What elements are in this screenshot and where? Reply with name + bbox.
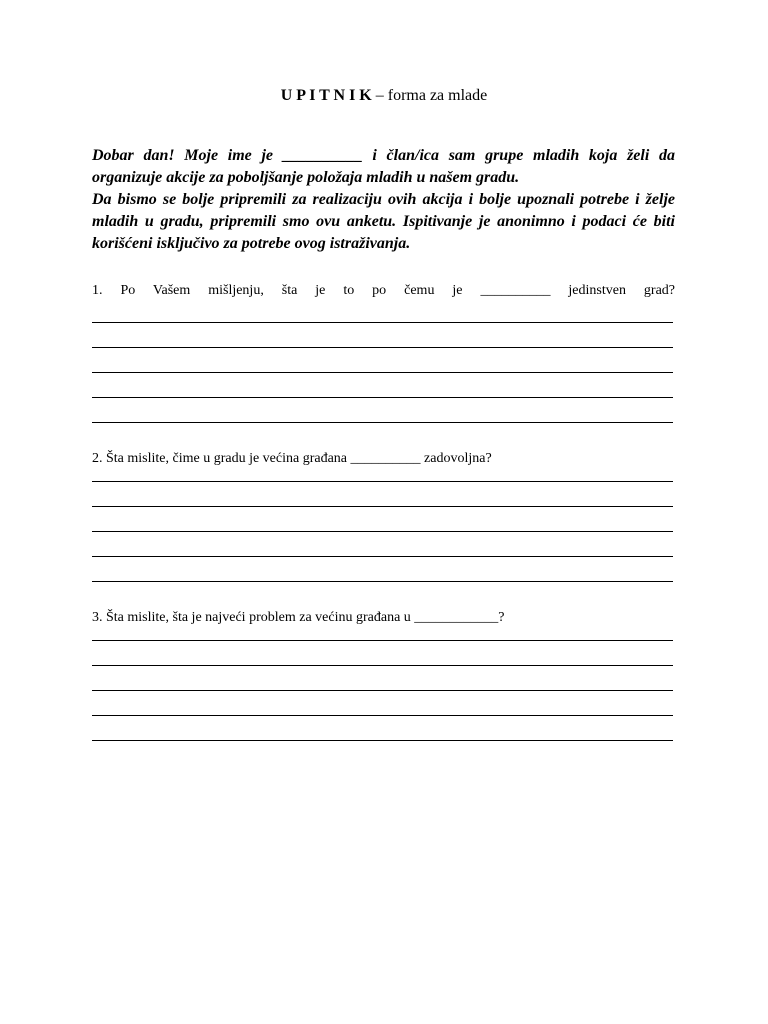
- question-2: 2. Šta mislite, čime u gradu je većina građana __________ zadovoljna?: [92, 451, 492, 466]
- answer-line[interactable]: [92, 531, 673, 532]
- answer-line[interactable]: [92, 740, 673, 741]
- answer-line[interactable]: [92, 556, 673, 557]
- answer-line[interactable]: [92, 690, 673, 691]
- title-bold: U P I T N I K: [280, 87, 372, 104]
- answer-line[interactable]: [92, 422, 673, 423]
- answer-line[interactable]: [92, 372, 673, 373]
- intro-text: [92, 145, 675, 255]
- title-subtitle: – forma za mlade: [371, 87, 488, 104]
- answer-line[interactable]: [92, 481, 673, 482]
- question-3: 3. Šta mislite, šta je najveći problem za većinu građana u ____________?: [92, 610, 505, 625]
- answer-line[interactable]: [92, 347, 673, 348]
- answer-line[interactable]: [92, 322, 673, 323]
- answer-line[interactable]: [92, 581, 673, 582]
- answer-line[interactable]: [92, 665, 673, 666]
- answer-line[interactable]: [92, 715, 673, 716]
- answer-line[interactable]: [92, 506, 673, 507]
- answer-line[interactable]: [92, 640, 673, 641]
- intro-paragraph-2: Da bismo se bolje pripremili za realizaciju ovih akcija i bolje upoznali potrebe i želje mladih u gradu, pripremili smo ovu anketu. Ispitivanje je anonimno i podaci će biti korišćeni isključivo za potrebe ovog istraživanja.: [92, 191, 675, 252]
- answer-line[interactable]: [92, 397, 673, 398]
- intro-paragraph-1: Dobar dan! Moje ime je __________ i član/ica sam grupe mladih koja želi da organizuje akcije za poboljšanje položaja mladih u našem gradu.: [92, 147, 675, 186]
- question-1: 1. Po Vašem mišljenju, šta je to po čemu je __________ jedinstven grad?: [92, 283, 675, 298]
- page-title: [0, 86, 768, 106]
